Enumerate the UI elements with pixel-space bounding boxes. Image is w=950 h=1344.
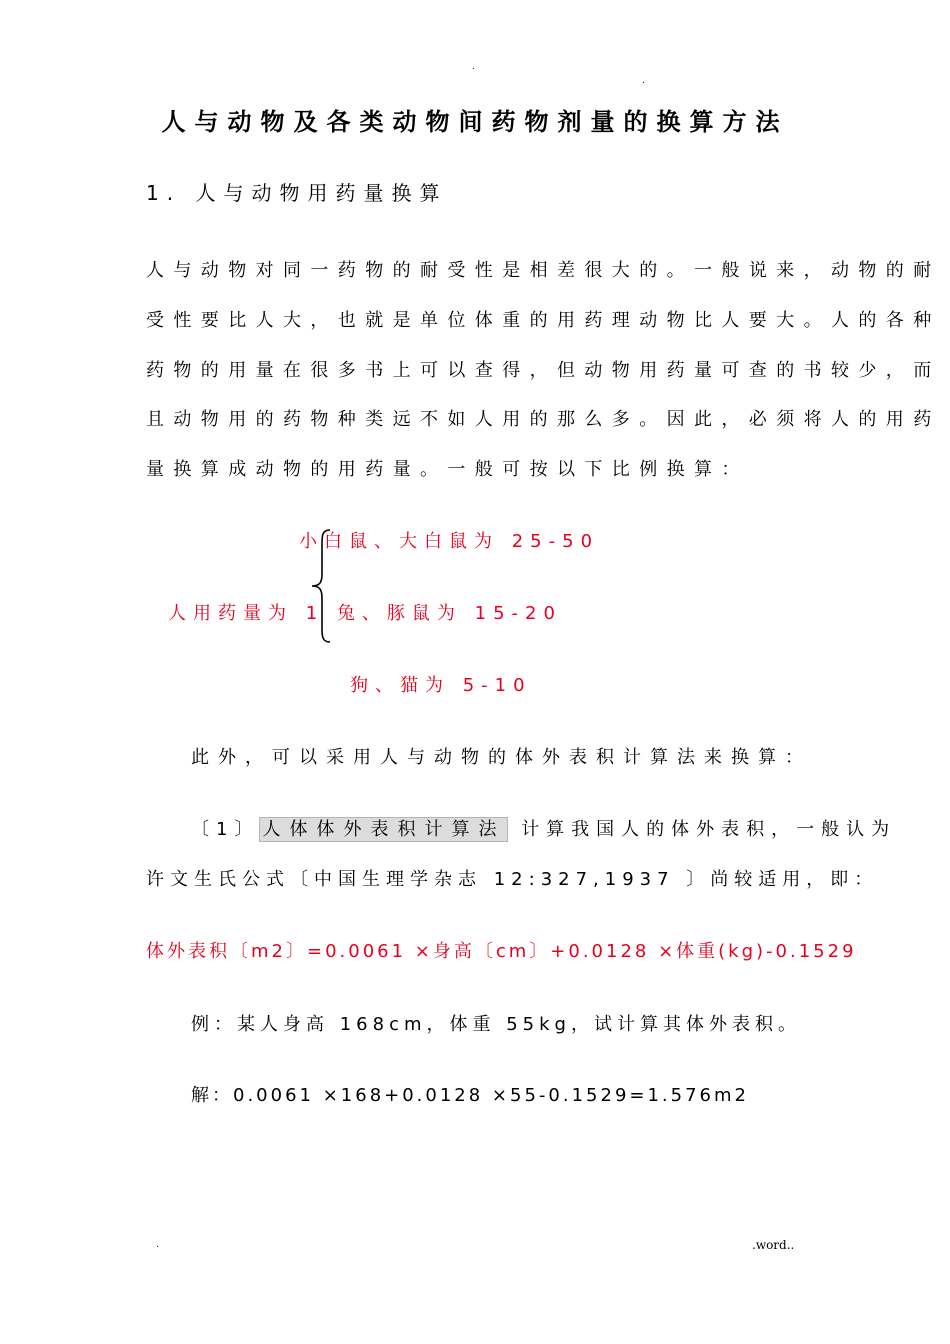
ratio-line-dog-cat: 狗、猫为 5-10 [350,675,532,696]
ratio-line-rabbit-guinea-pig: 人用药量为 1 兔、豚鼠为 15-20 [168,603,562,624]
paragraph-line-3: 药物的用量在很多书上可以查得，但动物用药量可查的书较少，而 [146,360,941,381]
intro-sentence: 此外，可以采用人与动物的体外表积计算法来换算： [191,747,812,768]
curly-brace [308,528,334,644]
example-sentence: 例：某人身高 168cm，体重 55kg，试计算其体外表积。 [191,1014,801,1035]
header-dot-center: . [472,62,475,72]
paragraph-line-4: 且动物用的药物种类远不如人用的那么多。因此，必须将人的用药 [146,409,941,430]
paragraph-line-1: 人与动物对同一药物的耐受性是相差很大的。一般说来，动物的耐 [146,260,941,281]
item1-rest: 计算我国人的体外表积，一般认为 [521,819,897,840]
footer-dot-left: . [156,1240,159,1250]
page-title: 人与动物及各类动物间药物剂量的换算方法 [161,108,789,136]
item1-line-1 [191,815,896,841]
footer-word-label: .word.. [752,1238,795,1252]
section-heading: 1. 人与动物用药量换算 [146,181,448,205]
solution-sentence: 解：0.0061 ×168+0.0128 ×55-0.1529=1.576m2 [191,1085,749,1106]
header-dot-right: . [642,76,645,86]
item1-line-2: 许文生氏公式〔中国生理学杂志 12:327,1937 〕尚较适用，即： [146,869,879,890]
paragraph-line-2: 受性要比人大，也就是单位体重的用药理动物比人要大。人的各种 [146,310,941,331]
item1-prefix: 〔1〕 [191,819,260,840]
paragraph-line-5: 量换算成动物的用药量。一般可按以下比例换算： [146,459,749,480]
item1-highlight: 人体体外表积计算法 [259,817,508,842]
surface-area-formula: 体外表积〔m2〕=0.0061 ×身高〔cm〕+0.0128 ×体重(kg)-0.1529 [146,941,857,962]
ratio-line-mice-rats: 小白鼠、大白鼠为 25-50 [299,531,600,552]
